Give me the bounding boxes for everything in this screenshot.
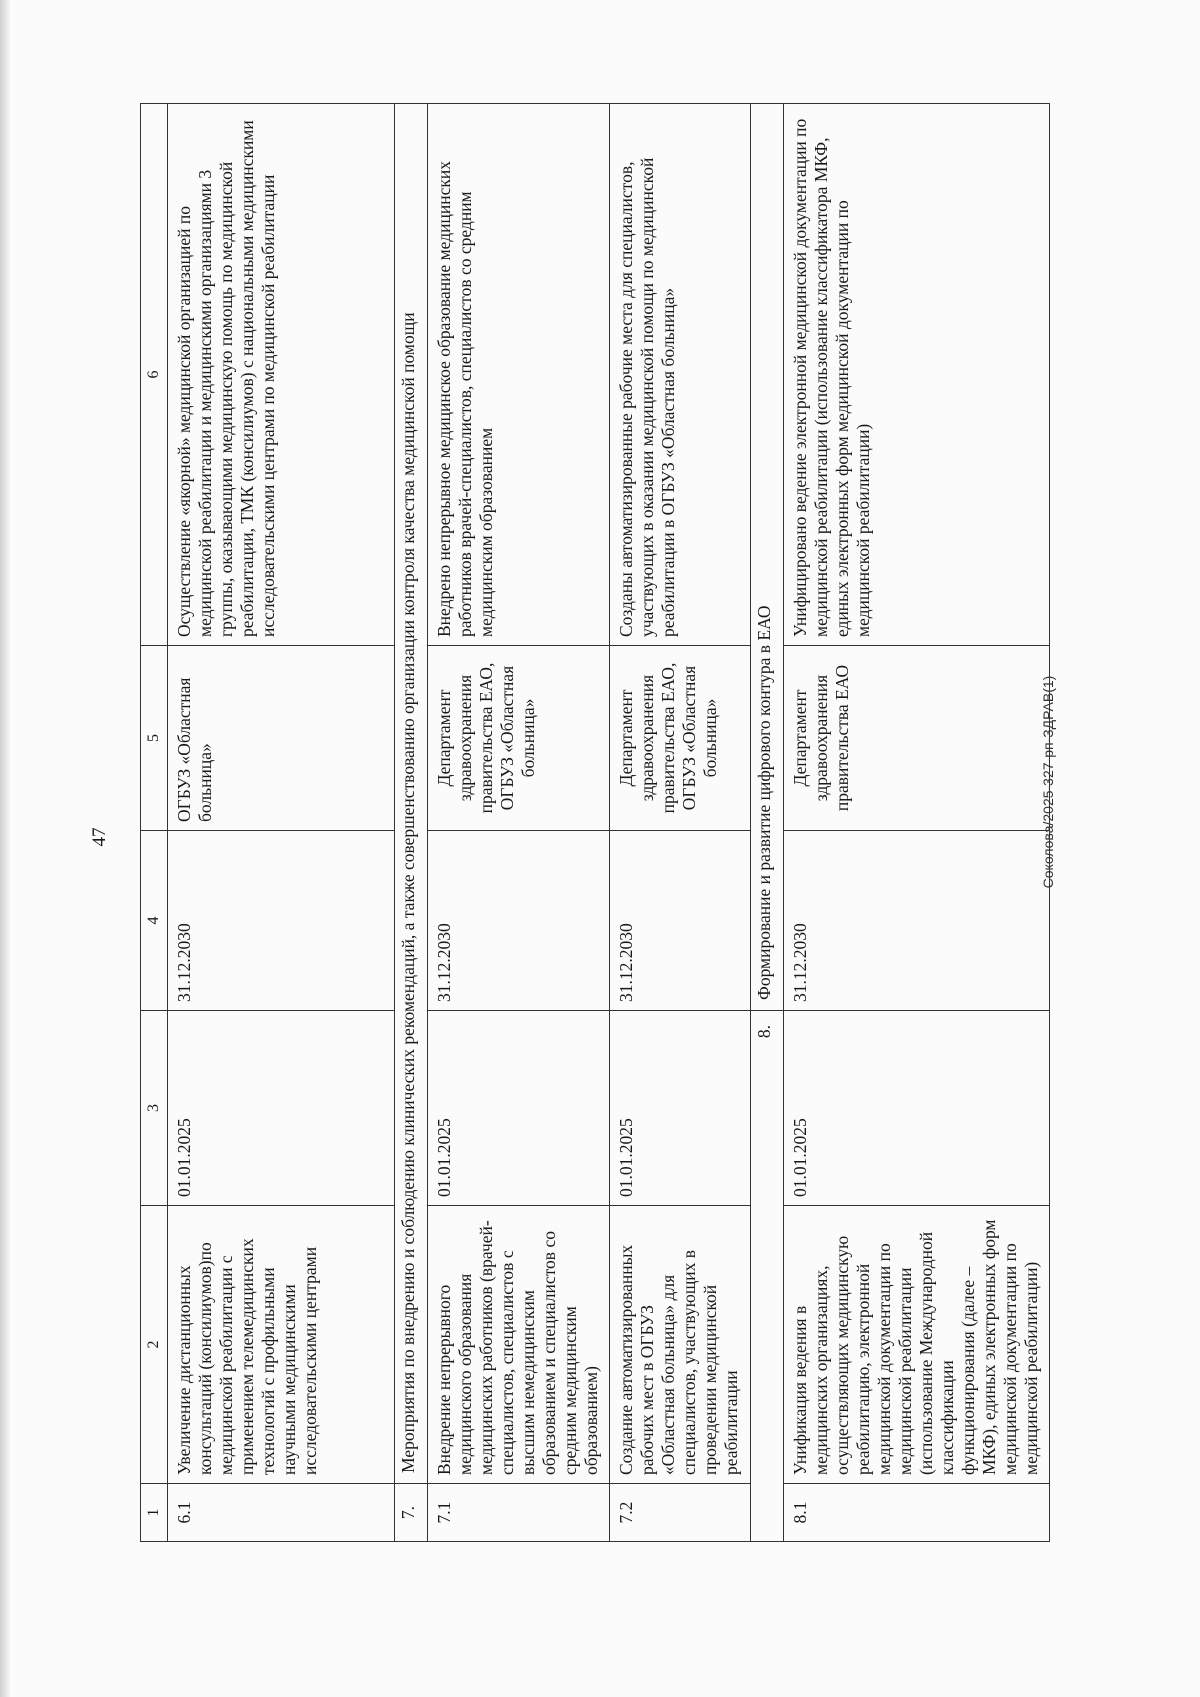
- measure-cell: Унификация ведения в медицинских организациях, осуществляющих медицинскую реабилитацию, электронной медицинской документации по медицинской реабилитации (использование Международной классификации функционирования (далее – МКФ), единых электронных форм медицинской документации по медицинской реабилитации): [783, 1206, 1049, 1484]
- rotated-table-wrapper: [140, 104, 1050, 1542]
- result-cell: Созданы автоматизированные рабочие места для специалистов, участвующих в оказании медицинской помощи по медицинской реабилитации в ОГБУЗ «Областная больница»: [610, 104, 751, 646]
- document-code: Соколова/2025-327-рп-ЗДРАВ(1): [1040, 675, 1056, 889]
- table-row: [428, 104, 610, 1542]
- responsible-cell: Департамент здравоохранения правительства ЕАО: [783, 646, 1049, 831]
- header-cell: 2: [141, 1206, 168, 1484]
- result-cell: Унифицировано ведение электронной медицинской документации по медицинской реабилитации (использование классификатора МКФ, единых электронных форм медицинской документации по медицинской реабилитации): [783, 104, 1049, 646]
- row-number: 7.2: [610, 1484, 751, 1542]
- table-header-row: [141, 104, 168, 1542]
- section-row: [395, 104, 428, 1542]
- scan-edge-shadow: [0, 0, 10, 1697]
- row-number: 8.1: [783, 1484, 1049, 1542]
- start-date-cell: 01.01.2025: [428, 1011, 610, 1206]
- start-date-cell: 01.01.2025: [168, 1011, 395, 1206]
- section-number: 7.: [395, 1484, 428, 1542]
- header-cell: 3: [141, 1011, 168, 1206]
- responsible-cell: ОГБУЗ «Областная больница»: [168, 646, 395, 831]
- start-date-cell: 01.01.2025: [783, 1011, 1049, 1206]
- measure-cell: Создание автоматизированных рабочих мест в ОГБУЗ «Областная больница» для специалистов, участвующих в проведении медицинской реабилитации: [610, 1206, 751, 1484]
- table-row: [168, 104, 395, 1542]
- section-title: Мероприятия по внедрению и соблюдению клинических рекомендаций, а также совершенствованию организации контроля качества медицинской помощи: [395, 104, 428, 1484]
- measure-cell: Внедрение непрерывного медицинского образования медицинских работников (врачей-специалистов, специалистов с высшим немедицинским образованием и специалистов со средним медицинским образованием): [428, 1206, 610, 1484]
- responsible-cell: Департамент здравоохранения правительства ЕАО, ОГБУЗ «Областная больница»: [610, 646, 751, 831]
- row-number: 7.1: [428, 1484, 610, 1542]
- header-cell: 5: [141, 646, 168, 831]
- header-cell: 6: [141, 104, 168, 646]
- result-cell: Внедрено непрерывное медицинское образование медицинских работников врачей-специалистов, специалистов со средним медицинским образованием: [428, 104, 610, 646]
- start-date-cell: 01.01.2025: [610, 1011, 751, 1206]
- header-cell: 4: [141, 831, 168, 1011]
- table-row: [783, 104, 1049, 1542]
- end-date-cell: 31.12.2030: [610, 831, 751, 1011]
- responsible-cell: Департамент здравоохранения правительства ЕАО, ОГБУЗ «Областная больница»: [428, 646, 610, 831]
- row-number: 6.1: [168, 1484, 395, 1542]
- header-cell: 1: [141, 1484, 168, 1542]
- result-cell: Осуществление «якорной» медицинской организацией по медицинской реабилитации и медицинскими организациями 3 группы, оказывающими медицинскую помощь по медицинской реабилитации, ТМК (консилиумов) с национальными медицинскими исследовательскими центрами по медицинской реабилитации: [168, 104, 395, 646]
- section-title: Формирование и развитие цифрового контура в ЕАО: [750, 104, 783, 1011]
- section-number: 8.: [750, 1011, 783, 1542]
- table-row: [610, 104, 751, 1542]
- measures-table: [140, 103, 1050, 1542]
- end-date-cell: 31.12.2030: [783, 831, 1049, 1011]
- page-number: 47: [89, 827, 110, 847]
- end-date-cell: 31.12.2030: [168, 831, 395, 1011]
- end-date-cell: 31.12.2030: [428, 831, 610, 1011]
- section-row: [750, 104, 783, 1542]
- measure-cell: Увеличение дистанционных консультаций (консилиумов)по медицинской реабилитации с применением телемедицинских технологий с профильными научными медицинскими исследовательскими центрами: [168, 1206, 395, 1484]
